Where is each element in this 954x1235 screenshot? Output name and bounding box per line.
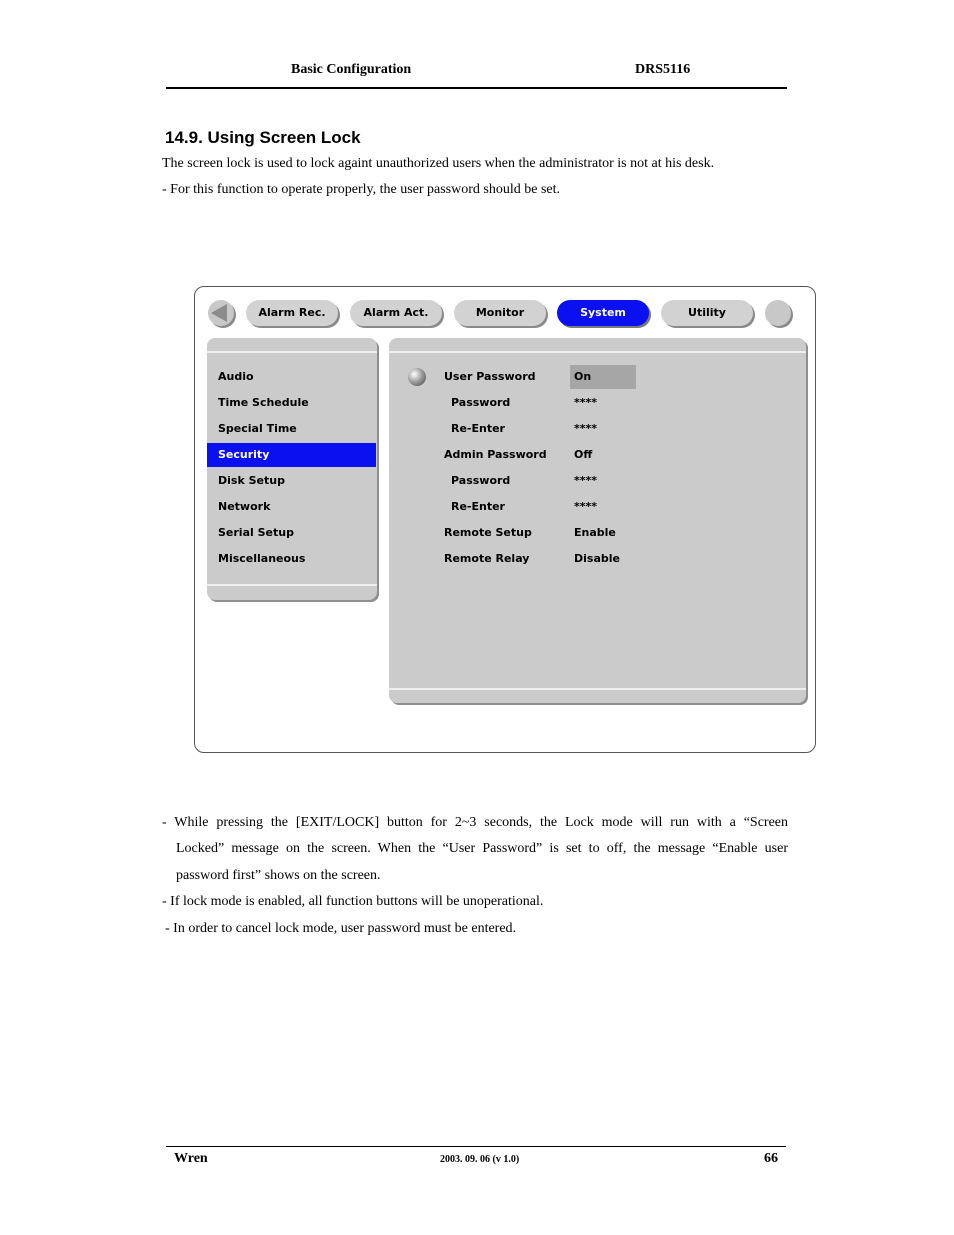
setting-label-admin-reenter: Re-Enter: [451, 500, 505, 513]
tab-monitor[interactable]: Monitor: [454, 300, 546, 326]
setting-value-remote-relay[interactable]: Disable: [574, 552, 620, 565]
menu-item-disk-setup[interactable]: Disk Setup: [218, 474, 285, 487]
tab-utility[interactable]: Utility: [661, 300, 753, 326]
menu-item-audio[interactable]: Audio: [218, 370, 254, 383]
menu-item-miscellaneous[interactable]: Miscellaneous: [218, 552, 306, 565]
setting-label-user-reenter: Re-Enter: [451, 422, 505, 435]
setting-label-remote-setup: Remote Setup: [444, 526, 532, 539]
menu-item-special-time[interactable]: Special Time: [218, 422, 297, 435]
setting-label-admin-password: Admin Password: [444, 448, 547, 461]
setting-label-admin-password-entry: Password: [451, 474, 511, 487]
tab-alarm-act[interactable]: Alarm Act.: [350, 300, 442, 326]
footer-date-version: 2003. 09. 06 (v 1.0): [440, 1154, 520, 1165]
body-line-4: - If lock mode is enabled, all function buttons will be unoperational.: [162, 894, 544, 909]
setting-value-admin-reenter[interactable]: ****: [574, 500, 598, 513]
setting-label-remote-relay: Remote Relay: [444, 552, 530, 565]
intro-line-2: - For this function to operate properly, the user password should be set.: [162, 182, 561, 197]
page-number: 66: [764, 1151, 778, 1166]
setting-value-admin-password[interactable]: Off: [574, 448, 593, 461]
left-arrow-icon[interactable]: [208, 300, 234, 326]
menu-item-time-schedule[interactable]: Time Schedule: [218, 396, 309, 409]
body-line-5: - In order to cancel lock mode, user password must be entered.: [165, 921, 517, 936]
setting-value-remote-setup[interactable]: Enable: [574, 526, 616, 539]
body-line-3: password first” shows on the screen.: [176, 868, 381, 883]
menu-item-security[interactable]: Security: [207, 443, 376, 467]
tab-system[interactable]: System: [557, 300, 649, 326]
body-line-2: Locked” message on the screen. When the “User Password” is set to off, the message “Enable user: [176, 841, 788, 856]
setting-value-user-reenter[interactable]: ****: [574, 422, 598, 435]
setting-value-user-password[interactable]: On: [570, 365, 636, 389]
tab-alarm-rec[interactable]: Alarm Rec.: [246, 300, 338, 326]
setting-value-admin-password-entry[interactable]: ****: [574, 474, 598, 487]
setting-label-user-password: User Password: [444, 370, 536, 383]
header-model-name: DRS5116: [635, 62, 691, 77]
body-line-1: - While pressing the [EXIT/LOCK] button for 2~3 seconds, the Lock mode will run with a “Screen: [162, 815, 788, 830]
footer-rule: [166, 1146, 786, 1147]
intro-line-1: The screen lock is used to lock againt unauthorized users when the administrator is not at his desk.: [162, 156, 715, 171]
menu-item-network[interactable]: Network: [218, 500, 271, 513]
setting-label-user-password-entry: Password: [451, 396, 511, 409]
header-section-name: Basic Configuration: [291, 62, 412, 77]
setting-value-user-password-entry[interactable]: ****: [574, 396, 598, 409]
footer-company: Wren: [174, 1151, 208, 1166]
selection-cursor-icon: [408, 368, 426, 386]
menu-item-serial-setup[interactable]: Serial Setup: [218, 526, 294, 539]
header-rule: [166, 87, 787, 89]
circle-button-icon[interactable]: [765, 300, 791, 326]
section-title: 14.9. Using Screen Lock: [165, 128, 361, 147]
